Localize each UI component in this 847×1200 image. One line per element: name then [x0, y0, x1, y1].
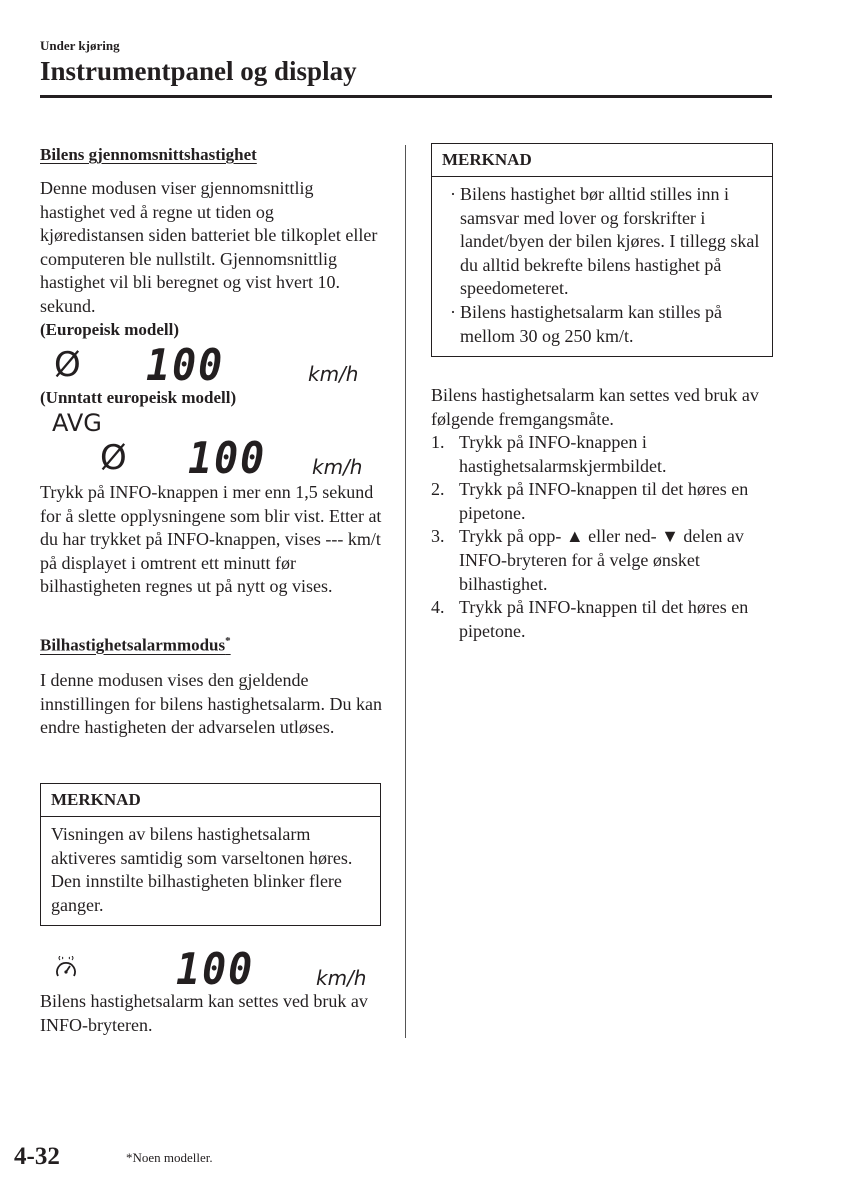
note-bullet: · Bilens hastighetsalarm kan stilles på mellom 30 og 250 km/t. — [450, 301, 762, 348]
step-text: Trykk på INFO-knappen til det høres en pipetone. — [459, 479, 749, 523]
subheading-text: Bilhastighetsalarmmodus — [40, 635, 226, 655]
subheading-speed-alarm — [40, 635, 231, 656]
footnote: *Noen modeller. — [126, 1150, 213, 1165]
paragraph-procedure-intro: Bilens hastighetsalarm kan settes ved bruk av følgende fremgangsmåte. — [431, 385, 759, 429]
display-value: 100 — [146, 341, 225, 391]
note-box-right — [431, 143, 773, 357]
step-text: Trykk på INFO-knappen i hastighetsalarmskjermbildet. — [459, 432, 667, 476]
note-bullet: · Bilens hastighet bør alltid stilles inn i samsvar med lover og forskrifter i landet/byen der bilen kjøres. I tillegg skal du alltid bekrefte bilens hastighet på speedometeret. — [450, 183, 762, 301]
paragraph-speed-alarm: I denne modusen vises den gjeldende innstillingen for bilens hastighetsalarm. Du kan endre hastigheten der advarselen utløses. — [40, 670, 382, 738]
title-rule — [40, 95, 772, 98]
display-unit: km/h — [308, 362, 359, 386]
note-body: Visningen av bilens hastighetsalarm aktiveres samtidig som varseltonen høres. Den innstilte bilhastigheten blinker flere ganger. — [51, 824, 353, 915]
average-symbol: Ø — [100, 438, 127, 478]
subheading-average-speed: Bilens gjennomsnittshastighet — [40, 145, 257, 164]
average-symbol: Ø — [54, 345, 81, 385]
display-non-european — [52, 409, 372, 484]
page-title: Instrumentpanel og display — [40, 56, 357, 86]
note-body — [432, 177, 772, 356]
step-number: 1. — [431, 432, 445, 452]
display-european — [52, 341, 372, 391]
step-number: 2. — [431, 479, 445, 500]
step-text: Trykk på INFO-knappen til det høres en pipetone. — [459, 597, 749, 641]
note-heading: MERKNAD — [432, 144, 772, 177]
paragraph-alarm-set: Bilens hastighetsalarm kan settes ved bruk av INFO-bryteren. — [40, 991, 368, 1035]
paragraph-reset: Trykk på INFO-knappen i mer enn 1,5 sekund for å slette opplysningene som blir vist. Etter at du har trykket på INFO-knappen, vises --- km/t på displayet i omtrent ett minutt før bilhastigheten regnes ut på nytt og vises. — [40, 482, 382, 597]
step-item — [431, 525, 776, 596]
step-text: Trykk på opp- ▲ eller ned- ▼ delen av INFO-bryteren for å velge ønsket bilhastighet. — [459, 526, 744, 594]
note-box-left — [40, 783, 381, 926]
section-label: Under kjøring — [40, 38, 120, 53]
step-item — [431, 431, 776, 478]
label-european-model: (Europeisk modell) — [40, 320, 180, 339]
avg-label: AVG — [52, 409, 102, 437]
step-number: 3. — [431, 526, 445, 547]
paragraph-average-speed: Denne modusen viser gjennomsnittlig hastighet ved å regne ut tiden og kjøredistansen siden batteriet ble tilkoplet eller computeren ble nullstilt. Gjennomsnittlig hastighet vil bli beregnet og vist hvert 10. sekund. — [40, 178, 378, 316]
step-item — [431, 596, 776, 643]
display-value: 100 — [188, 434, 267, 484]
page-number: 4-32 — [14, 1143, 60, 1170]
footnote-mark: * — [225, 635, 231, 647]
display-unit: km/h — [312, 455, 363, 479]
column-divider — [405, 145, 406, 1038]
note-heading: MERKNAD — [41, 784, 380, 817]
label-non-european-model: (Unntatt europeisk modell) — [40, 388, 237, 407]
speed-alarm-icon — [54, 956, 78, 982]
display-value: 100 — [176, 945, 255, 995]
step-number: 4. — [431, 597, 445, 618]
display-unit: km/h — [316, 966, 367, 990]
display-speed-alarm — [52, 945, 372, 995]
procedure-steps — [431, 431, 776, 643]
step-item — [431, 478, 776, 525]
